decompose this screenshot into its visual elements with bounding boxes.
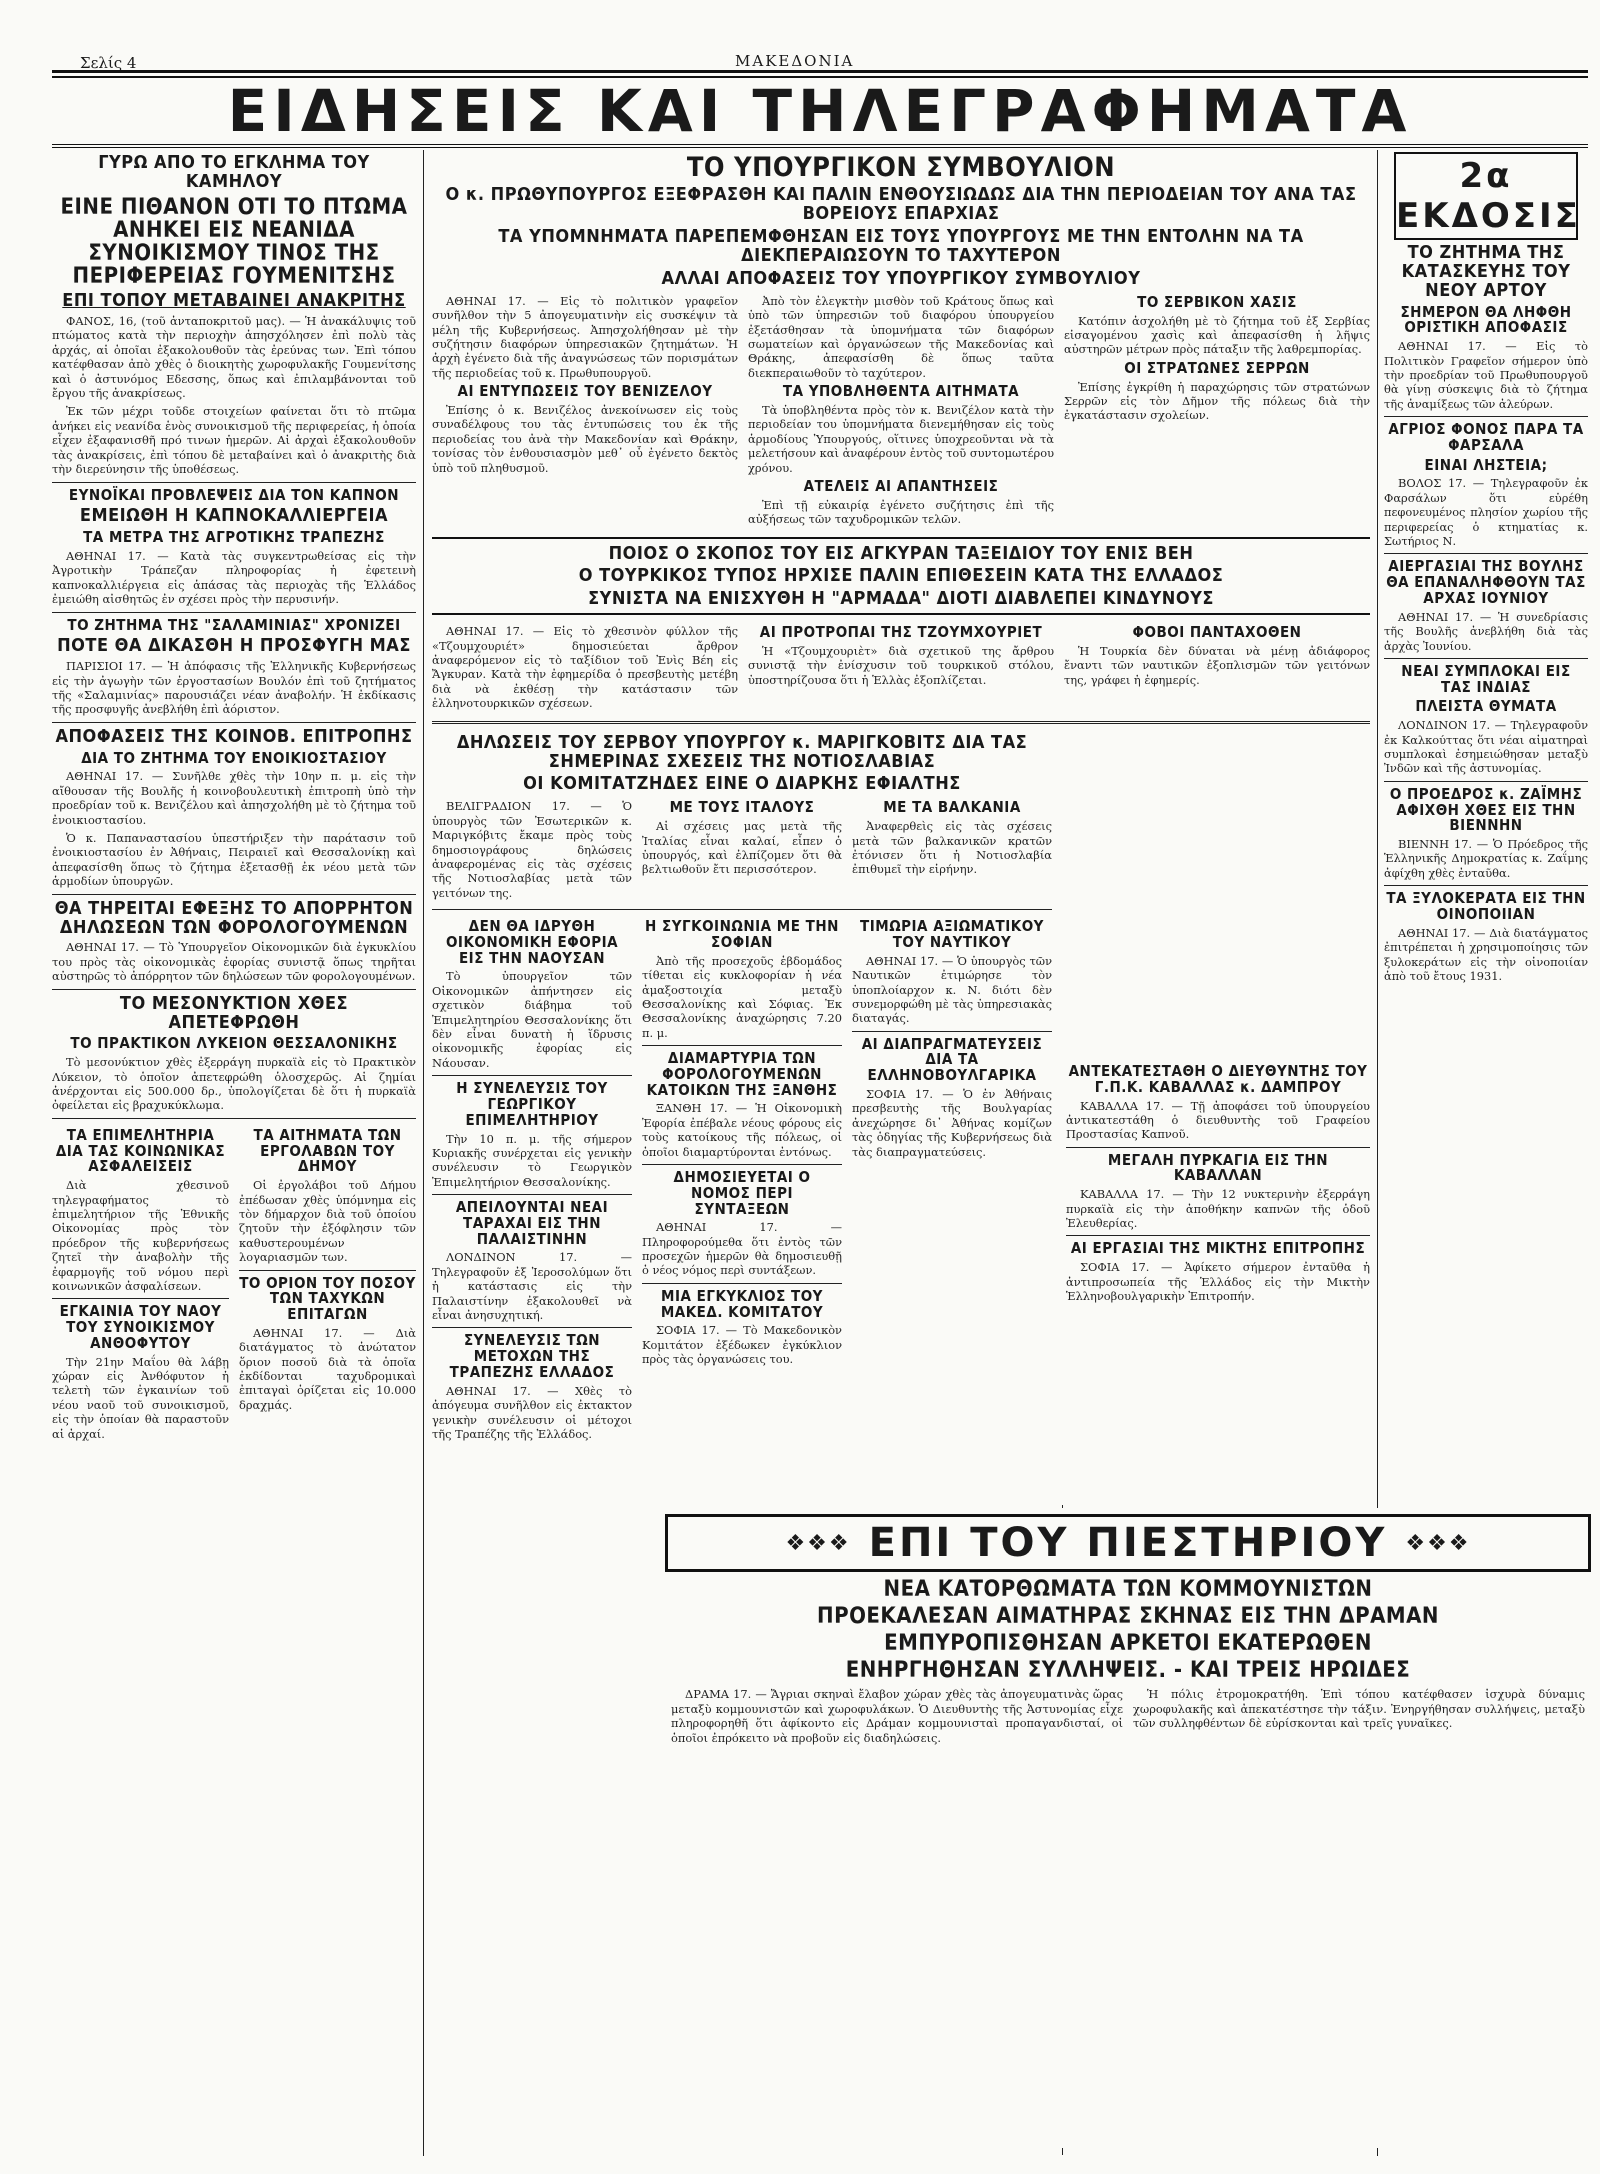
headline: ΝΕΑ ΚΑΤΟΡΘΩΜΑΤΑ ΤΩΝ ΚΟΜΜΟΥΝΙΣΤΩΝ	[883, 1577, 1373, 1602]
section-heading: ΑΙ ΕΝΤΥΠΩΣΕΙΣ ΤΟΥ ΒΕΝΙΖΕΛΟΥ	[457, 382, 713, 401]
headline: ΤΟ ΜΕΣΟΝΥΚΤΙΟΝ ΧΘΕΣ ΑΠΕΤΕΦΡΩΘΗ	[119, 992, 349, 1033]
headline: ΔΕΝ ΘΑ ΙΔΡΥΘΗ ΟΙΚΟΝΟΜΙΚΗ ΕΦΟΡΙΑ ΕΙΣ ΤΗΝ ΝΑΟΥΣΑΝ	[445, 917, 619, 967]
article-text: Τὴν 10 π. μ. τῆς σήμερον Κυριακῆς συνέρχεται εἰς γενικὴν συνέλευσιν τὸ Γεωργικὸν Ἐπιμελητήριον Θεσσαλονίκης.	[432, 1131, 632, 1189]
article-text: Ἡ Τουρκία δὲν δύναται νὰ μένῃ ἀδιάφορος ἔναντι τῶν ναυτικῶν ἐξοπλισμῶν τῶν γειτόνων της, γράφει ἡ ἐφημερίς.	[1064, 644, 1370, 687]
headline: ΜΕΓΑΛΗ ΠΥΡΚΑΓΙΑ ΕΙΣ ΤΗΝ ΚΑΒΑΛΛΑΝ	[1107, 1150, 1329, 1185]
divider	[52, 894, 416, 895]
article-text: ΣΟΦΙΑ 17. — Τὸ Μακεδονικὸν Κομιτάτον ἐξέδωκεν ἐγκύκλιον πρὸς τὰς ὀργανώσεις του.	[642, 1323, 842, 1367]
headline: ΣΥΝΙΣΤΑ ΝΑ ΕΝΙΣΧΥΘΗ Η "ΑΡΜΑΔΑ" ΔΙΟΤΙ ΔΙΑΒΛΕΠΕΙ ΚΙΝΔΥΝΟΥΣ	[588, 588, 1214, 610]
headline: ΠΟΤΕ ΘΑ ΔΙΚΑΣΘΗ Η ΠΡΟΣΦΥΓΗ ΜΑΣ	[57, 635, 411, 657]
headline: ΕΓΚΑΙΝΙΑ ΤΟΥ ΝΑΟΥ ΤΟΥ ΣΥΝΟΙΚΙΣΜΟΥ ΑΝΘΟΦΥΤΟΥ	[59, 1302, 222, 1352]
article-text: Ἀπὸ τῆς προσεχοῦς ἑβδομάδος τίθεται εἰς κυκλοφορίαν ἡ νέα ἀμαξοστοιχία μεταξὺ Θεσσαλονίκης καὶ Σόφιας. Ἐκ Θεσσαλονίκης ἀναχώρησις 7.20 π. μ.	[642, 953, 842, 1040]
column-rule	[423, 150, 424, 2156]
headline: ΤΑ ΥΠΟΜΝΗΜΑΤΑ ΠΑΡΕΠΕΜΦΘΗΣΑΝ ΕΙΣ ΤΟΥΣ ΥΠΟΥΡΓΟΥΣ ΜΕ ΤΗΝ ΕΝΤΟΛΗΝ ΝΑ ΤΑ ΔΙΕΚΠΕΡΑΙΩΣΟΥΝ ΤΟ ΤΑΧΥΤΕΡΟΝ	[498, 226, 1304, 267]
press-box	[665, 1514, 1591, 1572]
divider	[432, 721, 1370, 724]
headline: ΠΡΟΕΚΑΛΕΣΑΝ ΑΙΜΑΤΗΡΑΣ ΣΚΗΝΑΣ ΕΙΣ ΤΗΝ ΔΡΑΜΑΝ	[817, 1604, 1439, 1630]
headline: ΑΝΤΕΚΑΤΕΣΤΑΘΗ Ο ΔΙΕΥΘΥΝΤΗΣ ΤΟΥ Γ.Π.Κ. ΚΑΒΑΛΛΑΣ κ. ΔΑΜΠΡΟΥ	[1068, 1062, 1368, 1096]
article-text: ΑΘΗΝΑΙ 17. — Διὰ διατάγματος τὸ ἀνώτατον ὅριον ποσοῦ διὰ τὰ ὁποῖα ἐκδίδονται ταχυδρομικαὶ ἐπιταγαὶ ὁρίζεται εἰς 10.000 δραχμάς.	[239, 1325, 416, 1412]
article-text: ΑΘΗΝΑΙ 17. — Εἰς τὸ πολιτικὸν γραφεῖον συνῆλθον τὴν 5 ἀπογευματινὴν εἰς συσκέψιν τὰ μέλη τῆς Κυβερνήσεως. Ἀπησχολήθησαν μὲ τὴν συζήτησιν διαφόρων ὑπηρεσιακῶν ζητημάτων. Ἡ ἀρχὴ ἐγένετο διὰ τῆς ἀναγνώσεως τῶν πορισμάτων τῆς περιοδείας τοῦ κ. Πρωθυπουργοῦ.	[432, 293, 738, 380]
headline: ΑΙ ΔΙΑΠΡΑΓΜΑΤΕΥΣΕΙΣ ΔΙΑ ΤΑ ΕΛΛΗΝΟΒΟΥΛΓΑΡΙΚΑ	[861, 1034, 1043, 1085]
headline-bar	[432, 537, 1370, 616]
headline: Η ΣΥΓΚΟΙΝΩΝΙΑ ΜΕ ΤΗΝ ΣΟΦΙΑΝ	[645, 917, 839, 951]
headline: Ο ΠΡΟΕΔΡΟΣ κ. ΖΑΪΜΗΣ ΑΦΙΧΘΗ ΧΘΕΣ ΕΙΣ ΤΗΝ ΒΙΕΝΝΗΝ	[1389, 784, 1583, 835]
headline: ΘΑ ΤΗΡΕΙΤΑΙ ΕΦΕΞΗΣ ΤΟ ΑΠΟΡΡΗΤΟΝ ΔΗΛΩΣΕΩΝ ΤΩΝ ΦΟΡΟΛΟΓΟΥΜΕΝΩΝ	[54, 897, 414, 938]
article-text: ΔΡΑΜΑ 17. — Ἄγριαι σκηναὶ ἔλαβον χώραν χθὲς τὰς ἀπογευματινὰς ὥρας μεταξὺ κομμουνιστῶν καὶ χωροφυλάκων. Ὁ Διευθυντὴς τῆς Ἀστυνομίας εἶχε πληροφορηθῆ ὅτι ἀφίκοντο εἰς Δράμαν κομμουνισταὶ προπαγανδισταί, οἱ ὁποῖοι ἐπρόκειτο νὰ προβοῦν εἰς διαδηλώσεις.	[671, 1687, 1123, 1745]
headline: ΜΙΑ ΕΓΚΥΚΛΙΟΣ ΤΟΥ ΜΑΚΕΔ. ΚΟΜΙΤΑΤΟΥ	[660, 1286, 824, 1321]
section-heading: ΜΕ ΤΟΥΣ ΙΤΑΛΟΥΣ	[669, 798, 815, 817]
article-body	[432, 291, 1370, 531]
edition-badge: 2α ΕΚΔΟΣΙΣ	[1394, 152, 1578, 240]
article-text: ΑΘΗΝΑΙ 17. — Διὰ διατάγματος ἐπιτρέπεται ἡ χρησιμοποίησις τῶν ξυλοκεράτων εἰς τὴν οἰνοποιίαν ἀπὸ τοῦ ἔτους 1931.	[1384, 925, 1588, 984]
headline: ΠΟΙΟΣ Ο ΣΚΟΠΟΣ ΤΟΥ ΕΙΣ ΑΓΚΥΡΑΝ ΤΑΞΕΙΔΙΟΥ ΤΟΥ ΕΝΙΣ ΒΕΗ	[608, 542, 1194, 564]
divider	[432, 909, 1052, 910]
article-text: ΑΘΗΝΑΙ 17. — Χθὲς τὸ ἀπόγευμα συνῆλθον εἰς ἐκτακτον γενικὴν συνέλευσιν οἱ μέτοχοι τῆς Τραπέζης τῆς Ἑλλάδος.	[432, 1383, 632, 1441]
right-column	[1384, 150, 1588, 1494]
subheadline: ΤΑ ΜΕΤΡΑ ΤΗΣ ΑΓΡΟΤΙΚΗΣ ΤΡΑΠΕΖΗΣ	[83, 528, 385, 547]
article-text: Οἱ ἐργολάβοι τοῦ Δήμου ἐπέδωσαν χθὲς ὑπόμνημα εἰς τὸν δήμαρχον διὰ τοῦ ὁποίου ζητοῦν τὴν ἐξόφλησιν τῶν καθυστερουμένων λογαριασμῶν των.	[239, 1178, 416, 1265]
headline: ΝΕΑΙ ΣΥΜΠΛΟΚΑΙ ΕΙΣ ΤΑΣ ΙΝΔΙΑΣ	[1401, 661, 1571, 696]
headline: ΑΠΟΦΑΣΕΙΣ ΤΗΣ ΚΟΙΝΟΒ. ΕΠΙΤΡΟΠΗΣ	[55, 725, 413, 747]
subheadline: ΠΛΕΙΣΤΑ ΘΥΜΑΤΑ	[1415, 697, 1557, 716]
left-column	[52, 150, 416, 2156]
section-heading: ΑΤΕΛΕΙΣ ΑΙ ΑΠΑΝΤΗΣΕΙΣ	[803, 477, 999, 496]
article-text: ΣΟΦΙΑ 17. — Ὁ ἐν Ἀθήναις πρεσβευτὴς τῆς Βουλγαρίας ἀνεχώρησε δι᾽ Ἀθήνας κομίζων τὰς ὁδηγίας τῆς Κυβερνήσεως διὰ τὰς διαπραγματεύσεις.	[852, 1086, 1052, 1159]
article-text: Τὸ μεσονύκτιον χθὲς ἐξερράγη πυρκαϊὰ εἰς τὸ Πρακτικὸν Λύκειον, τὸ ὁποῖον ἀπετεφρώθη ὁλοσχερῶς. Αἱ ζημίαι ἀνέρχονται εἰς 500.000 δρ., ὑπολογίζεται δὲ ὅτι ἡ πυρκαϊὰ ὀφείλεται εἰς βραχυκύκλωμα.	[52, 1055, 416, 1113]
subheadline: ΔΙΑ ΤΟ ΖΗΤΗΜΑ ΤΟΥ ΕΝΟΙΚΙΟΣΤΑΣΙΟΥ	[81, 748, 387, 767]
article-text: Ἐπὶ τῇ εὐκαιρίᾳ ἐγένετο συζήτησις ἐπὶ τῆς αὐξήσεως τῶν ταχυδρομικῶν τελῶν.	[748, 497, 1054, 527]
divider	[1066, 1147, 1370, 1148]
section-heading: ΦΟΒΟΙ ΠΑΝΤΑΧΟΘΕΝ	[1132, 623, 1302, 642]
subheadline: ΕΙΝΑΙ ΛΗΣΤΕΙΑ;	[1424, 455, 1548, 474]
divider	[52, 482, 416, 483]
divider	[1066, 1235, 1370, 1236]
headline: ΤΑ ΕΠΙΜΕΛΗΤΗΡΙΑ ΔΙΑ ΤΑΣ ΚΟΙΝΩΝΙΚΑΣ ΑΣΦΑΛΕΙΣΕΙΣ	[55, 1125, 226, 1176]
headline: ΑΓΡΙΟΣ ΦΟΝΟΣ ΠΑΡΑ ΤΑ ΦΑΡΣΑΛΑ	[1388, 420, 1584, 454]
article-text: ΚΑΒΑΛΛΑ 17. — Τὴν 12 νυκτερινὴν ἐξερράγη πυρκαϊὰ εἰς τὴν ἀποθήκην καπνῶν τῆς ὁδοῦ Ἐλευθερίας.	[1066, 1187, 1370, 1231]
article-text: Ἀναφερθεὶς εἰς τὰς σχέσεις μετὰ τῶν βαλκανικῶν κρατῶν ἐτόνισεν ὅτι ἡ Νοτιοσλαβία ἐπιθυμεῖ τὴν εἰρήνην.	[852, 819, 1052, 877]
article-text: Ἀπὸ τὸν ἐλεγκτὴν μισθὸν τοῦ Κράτους ὅπως καὶ ὑπὸ τῶν ὑπηρεσιῶν τοῦ διαφόρου ὑπουργείου ἐξετάσθησαν τὰ ὑπομνήματα τῶν διαφόρων σωματείων καὶ ὀργανώσεων τῆς Μακεδονίας καὶ Θράκης, ἀπεφασίσθη δὲ ὅπως ταῦτα διεκπεραιωθοῦν τὸ ταχύτερον.	[748, 293, 1054, 380]
headline: ΣΥΝΕΛΕΥΣΙΣ ΤΩΝ ΜΕΤΟΧΩΝ ΤΗΣ ΤΡΑΠΕΖΗΣ ΕΛΛΑΔΟΣ	[449, 1331, 615, 1381]
banner-title: ΕΙΔΗΣΕΙΣ ΚΑΙ ΤΗΛΕΓΡΑΦΗΜΑΤΑ	[227, 77, 1413, 145]
divider	[432, 1075, 632, 1076]
article-text: ΦΑΝΟΣ, 16, (τοῦ ἀνταποκριτοῦ μας). — Ἡ ἀνακάλυψις τοῦ πτώματος κατὰ τὴν περιοχὴν ἀπησχόλησεν ἐπὶ πολὺ τὰς ἀρχάς, αἱ ὁποῖαι ἐξακολουθοῦν τὰς ἐρεύνας των. Ἐπὶ τόπου κατέφθασαν ἀπὸ χθὲς ὁ διοικητὴς χωροφυλακῆς Γουμενίτσης καὶ ὁ ἀστυνόμος Εδεσσης, ὅπως καὶ ἐπιλαμβάνονται τοῦ ἔργου τῆς ἀνακρίσεως.	[52, 314, 416, 401]
article-text: ΒΕΛΙΓΡΑΔΙΟΝ 17. — Ὁ ὑπουργὸς τῶν Ἐσωτερικῶν κ. Μαριγκόβιτς ἔκαμε πρὸς τοὺς δημοσιογράφους δηλώσεις ἀναφερομένας εἰς τὰς σχέσεις τῆς Νοτιοσλαβίας μετὰ τῶν γειτόνων της.	[432, 799, 632, 900]
article-text: ΛΟΝΔΙΝΟΝ 17. — Τηλεγραφοῦν ἐξ Ἱεροσολύμων ὅτι ἡ κατάστασις εἰς τὴν Παλαιστίνην ἐξακολουθεῖ νὰ εἶναι ἀνησυχητική.	[432, 1250, 632, 1323]
ornament-icon: ❖❖❖	[1405, 1530, 1471, 1556]
late-news-box	[665, 1508, 1591, 2148]
subheadline: ΤΟ ΠΡΑΚΤΙΚΟΝ ΛΥΚΕΙΟΝ ΘΕΣΣΑΛΟΝΙΚΗΣ	[70, 1034, 398, 1053]
article-text: ΑΘΗΝΑΙ 17. — Συνῆλθε χθὲς τὴν 10ην π. μ. εἰς τὴν αἴθουσαν τῆς Βουλῆς ἡ κοινοβουλευτικὴ ἐπιτροπὴ ὑπὸ τὴν προεδρίαν τοῦ κ. Βενιζέλου καὶ ἀπησχολήθη μὲ τὸ ζήτημα τοῦ ἐνοικιοστασίου.	[52, 769, 416, 827]
divider	[852, 1031, 1052, 1032]
subheadline: ΕΠΙ ΤΟΠΟΥ ΜΕΤΑΒΑΙΝΕΙ ΑΝΑΚΡΙΤΗΣ	[62, 290, 406, 312]
article-text: Τὴν 21ην Μαΐου θὰ λάβῃ χώραν εἰς Ἀνθόφυτον ἡ τελετὴ τῶν ἐγκαινίων τοῦ νέου ναοῦ τοῦ συνοικισμοῦ, εἰς τὴν ὁποίαν θὰ παραστοῦν αἱ ἀρχαί.	[52, 1354, 229, 1441]
article-text: ΑΘΗΝΑΙ 17. — Κατὰ τὰς συγκεντρωθείσας εἰς τὴν Ἀγροτικὴν Τράπεζαν πληροφορίας ἡ ἐφετεινὴ καπνοκαλλιέργεια εἰς ἁπάσας τὰς περιοχὰς τῆς Ἑλλάδος ἐμειώθη αἰσθητῶς ἐν σχέσει πρὸς τὴν περυσινήν.	[52, 548, 416, 607]
headline: ΕΙΝΕ ΠΙΘΑΝΟΝ ΟΤΙ ΤΟ ΠΤΩΜΑ ΑΝΗΚΕΙ ΕΙΣ ΝΕΑΝΙΔΑ ΣΥΝΟΙΚΙΣΜΟΥ ΤΙΝΟΣ ΤΗΣ ΠΕΡΙΦΕΡΕΙΑΣ ΓΟΥΜΕΝΙΤΣΗΣ	[60, 194, 408, 290]
article-text: Ἡ πόλις ἐτρομοκρατήθη. Ἐπὶ τόπου κατέφθασεν ἰσχυρὰ δύναμις χωροφυλακῆς καὶ ἀπεκατέστησε τὴν τάξιν. Ἐνηργήθησαν συλλήψεις, μεταξὺ τῶν συλληφθέντων δὲ εὑρίσκονται καὶ τρεῖς γυναῖκες.	[1133, 1687, 1585, 1731]
article-text: Ἡ «Τζουμχουριὲτ» διὰ σχετικοῦ της ἄρθρου συνιστᾷ τὴν ἐνίσχυσιν τοῦ τουρκικοῦ στόλου, ὑποστηρίζουσα ὅτι ἡ Ἑλλὰς ἐξοπλίζεται.	[748, 644, 1054, 687]
divider	[432, 1327, 632, 1328]
headline: ΤΑ ΑΙΤΗΜΑΤΑ ΤΩΝ ΕΡΓΟΛΑΒΩΝ ΤΟΥ ΔΗΜΟΥ	[253, 1125, 402, 1176]
subheadline: ΣΗΜΕΡΟΝ ΘΑ ΛΗΦΘΗ ΟΡΙΣΤΙΚΗ ΑΠΟΦΑΣΙΣ	[1400, 302, 1572, 337]
paper-name: ΜΑΚΕΔΟΝΙΑ	[735, 52, 855, 70]
article-text: ΒΙΕΝΝΗ 17. — Ὁ Πρόεδρος τῆς Ἑλληνικῆς Δημοκρατίας κ. Ζαΐμης ἀφίχθη χθὲς ἐνταῦθα.	[1384, 837, 1588, 880]
divider	[642, 1045, 842, 1046]
headline: ΤΟ ΖΗΤΗΜΑ ΤΗΣ "ΣΑΛΑΜΙΝΙΑΣ" ΧΡΟΝΙΖΕΙ	[67, 615, 401, 634]
divider	[52, 1118, 416, 1119]
headline: ΕΜΠΥΡΟΠΙΣΘΗΣΑΝ ΑΡΚΕΤΟΙ ΕΚΑΤΕΡΩΘΕΝ	[884, 1631, 1372, 1657]
article-text: ΑΘΗΝΑΙ 17. — Ἡ συνεδρίασις τῆς Βουλῆς ἀνεβλήθη διὰ τὰς ἀρχὰς Ἰουνίου.	[1384, 609, 1588, 653]
headline: ΔΗΛΩΣΕΙΣ ΤΟΥ ΣΕΡΒΟΥ ΥΠΟΥΡΓΟΥ κ. ΜΑΡΙΓΚΟΒΙΤΣ ΔΙΑ ΤΑΣ ΣΗΜΕΡΙΝΑΣ ΣΧΕΣΕΙΣ ΤΗΣ ΝΟΤΙΟΣΛΑΒΙΑΣ	[456, 731, 1028, 772]
headline: ΕΝΗΡΓΗΘΗΣΑΝ ΣΥΛΛΗΨΕΙΣ. - ΚΑΙ ΤΡΕΙΣ ΗΡΩΙΔΕΣ	[845, 1658, 1411, 1684]
divider	[1384, 416, 1588, 417]
article-text: Τὸ ὑπουργεῖον τῶν Οἰκονομικῶν ἀπήντησεν εἰς σχετικὸν διάβημα τοῦ Ἐπιμελητηρίου Θεσσαλονίκης ὅτι δὲν εἶναι δυνατὴ ἡ ἵδρυσις οἰκονομικῆς ἐφορίας εἰς Νάουσαν.	[432, 969, 632, 1070]
headline: ΕΜΕΙΩΘΗ Η ΚΑΠΝΟΚΑΛΛΙΕΡΓΕΙΑ	[79, 505, 389, 527]
headline: ΔΗΜΟΣΙΕΥΕΤΑΙ Ο ΝΟΜΟΣ ΠΕΡΙ ΣΥΝΤΑΞΕΩΝ	[673, 1168, 811, 1218]
article-body	[665, 1684, 1591, 1749]
headline: ΓΥΡΩ ΑΠΟ ΤΟ ΕΓΚΛΗΜΑ ΤΟΥ ΚΑΜΗΛΟΥ	[98, 152, 370, 192]
headline: ΤΙΜΩΡΙΑ ΑΞΙΩΜΑΤΙΚΟΥ ΤΟΥ ΝΑΥΤΙΚΟΥ	[860, 917, 1044, 951]
divider	[1384, 781, 1588, 782]
regional-column	[1066, 1060, 1370, 1500]
article-text: Ἐπίσης ἐγκρίθη ἡ παραχώρησις τῶν στρατώνων Σερρῶν εἰς τὸν Δῆμον τῆς πόλεως διὰ τὴν ἐγκατάστασιν σχολείων.	[1064, 379, 1370, 423]
headline: ΤΟ ΟΡΙΟΝ ΤΟΥ ΠΟΣΟΥ ΤΩΝ ΤΑΧΥΚΩΝ ΕΠΙΤΑΓΩΝ	[239, 1273, 416, 1324]
article-text: Κατόπιν ἀσχολήθη μὲ τὸ ζήτημα τοῦ ἐξ Σερβίας εἰσαγομένου χασὶς καὶ ἀπεφασίσθη ἡ λῆψις αὐστηρῶν μέτρων πρὸς πάταξιν τῆς λαθρεμπορίας.	[1064, 313, 1370, 357]
article-text: ΑΘΗΝΑΙ 17. — Πληροφορούμεθα ὅτι ἐντὸς τῶν προσεχῶν ἡμερῶν θὰ δημοσιευθῇ ὁ νέος νόμος περὶ συντάξεων.	[642, 1220, 842, 1278]
headline: Ο κ. ΠΡΩΘΥΠΟΥΡΓΟΣ ΕΞΕΦΡΑΣΘΗ ΚΑΙ ΠΑΛΙΝ ΕΝΘΟΥΣΙΩΔΩΣ ΔΙΑ ΤΗΝ ΠΕΡΙΟΔΕΙΑΝ ΤΟΥ ΑΝΑ ΤΑΣ ΒΟΡΕΙΟΥΣ ΕΠΑΡΧΙΑΣ	[445, 184, 1357, 225]
article-text: ΠΑΡΙΣΙΟΙ 17. — Ἡ ἀπόφασις τῆς Ἑλληνικῆς Κυβερνήσεως εἰς τὴν ἀγωγὴν τῶν ἐργοστασίων Βουλόν ἐπὶ τοῦ ζητήματος τῆς «Σαλαμινίας» παρουσιάζει νέαν ἀναβολήν. Ἡ ἐκδίκασις τῆς προσφυγῆς ἀνεβλήθη ἐπὶ ἀόριστον.	[52, 659, 416, 717]
top-rule	[52, 70, 1588, 73]
divider	[1384, 885, 1588, 886]
section-heading: ΤΟ ΣΕΡΒΙΚΟΝ ΧΑΣΙΣ	[1137, 292, 1297, 311]
article-text: Ἐκ τῶν μέχρι τοῦδε στοιχείων φαίνεται ὅτι τὸ πτῶμα ἀνήκει εἰς νεανίδα ἑνὸς συνοικισμοῦ τῆς περιφερείας, ἡ ὁποία εἶχεν ἐξαφανισθῆ πρό τινων ἡμερῶν. Αἱ ἀρχαὶ ἐξακολουθοῦν τὰς ἀνακρίσεις, ἐπὶ τόπου δὲ μεταβαίνει καὶ ὁ ἀνακριτὴς διὰ τὴν διερεύνησιν τῆς ὑποθέσεως.	[52, 404, 416, 477]
subheadline: ΑΛΛΑΙ ΑΠΟΦΑΣΕΙΣ ΤΟΥ ΥΠΟΥΡΓΙΚΟΥ ΣΥΜΒΟΥΛΙΟΥ	[661, 267, 1141, 289]
section-heading: ΑΙ ΠΡΟΤΡΟΠΑΙ ΤΗΣ ΤΖΟΥΜΧΟΥΡΙΕΤ	[759, 623, 1043, 642]
divider	[52, 612, 416, 613]
article-text: Ὁ κ. Παπαναστασίου ὑπεστήριξεν τὴν παράτασιν τοῦ ἐνοικιοστασίου ἐν Ἀθήναις, Πειραιεῖ καὶ Θεσσαλονίκῃ καὶ ἀπεφασίσθη ὅπως τὸ ζήτημα ἐξετασθῇ ἐκ νέου μετὰ τῶν ἁρμοδίων ὑπουργῶν.	[52, 831, 416, 889]
headline: ΤΟ ΖΗΤΗΜΑ ΤΗΣ ΚΑΤΑΣΚΕΥΗΣ ΤΟΥ ΝΕΟΥ ΑΡΤΟΥ	[1401, 242, 1571, 301]
section-heading: ΤΑ ΥΠΟΒΛΗΘΕΝΤΑ ΑΙΤΗΜΑΤΑ	[782, 382, 1020, 401]
article-text: Τὰ ὑποβληθέντα πρὸς τὸν κ. Βενιζέλον κατὰ τὴν περιοδείαν του ὑπομνήματα διενεμήθησαν εἰς τοὺς ἁρμοδίους Ὑπουργούς, οἵτινες ὑποχρεοῦνται νὰ τὰ μελετήσουν καὶ ἀναφέρουν ἐντὸς τοῦ συντομωτέρου χρόνου.	[748, 402, 1054, 475]
briefs	[432, 915, 1052, 1445]
headline: ΑΠΕΙΛΟΥΝΤΑΙ ΝΕΑΙ ΤΑΡΑΧΑΙ ΕΙΣ ΤΗΝ ΠΑΛΑΙΣΤΙΝΗΝ	[455, 1198, 609, 1248]
article-text: ΣΟΦΙΑ 17. — Ἀφίκετο σήμερον ἐνταῦθα ἡ ἀντιπροσωπεία τῆς Ἑλλάδος εἰς τὴν Μικτὴν Ἑλληνοβουλγαρικὴν Ἐπιτροπήν.	[1066, 1260, 1370, 1303]
divider	[1384, 553, 1588, 554]
divider	[239, 1270, 416, 1271]
headline: ΑΙ ΕΡΓΑΣΙΑΙ ΤΗΣ ΜΙΚΤΗΣ ΕΠΙΤΡΟΠΗΣ	[1070, 1239, 1366, 1258]
press-box-title: ΕΠΙ ΤΟΥ ΠΙΕΣΤΗΡΙΟΥ	[868, 1520, 1388, 1566]
article-text: ΑΘΗΝΑΙ 17. — Εἰς τὸ χθεσινὸν φύλλον τῆς «Τζουμχουριέτ» δημοσιεύεται ἄρθρον ἀναφερόμενον εἰς τὸ ταξίδιον τοῦ Ἐνὶς Βέη εἰς Ἄγκυραν. Κατὰ τὴν ἐφημερίδα ὁ πρεσβευτὴς μετέβη διὰ νὰ ἐκθέσῃ τὴν κατάστασιν τῶν ἑλληνοτουρκικῶν σχέσεων.	[432, 624, 738, 711]
headline: ΔΙΑΜΑΡΤΥΡΙΑ ΤΩΝ ΦΟΡΟΛΟΓΟΥΜΕΝΩΝ ΚΑΤΟΙΚΩΝ ΤΗΣ ΞΑΝΘΗΣ	[646, 1049, 838, 1099]
article-text: ΑΘΗΝΑΙ 17. — Τὸ Ὑπουργεῖον Οἰκονομικῶν διὰ ἐγκυκλίου του πρὸς τὰς οἰκονομικὰς ἐφορίας συνιστᾷ ὅπως τηρῆται αὐστηρῶς τὸ ἀπόρρητον τῶν δηλώσεων τῶν φορολογουμένων.	[52, 940, 416, 984]
headline: Ο ΤΟΥΡΚΙΚΟΣ ΤΥΠΟΣ ΗΡΧΙΣΕ ΠΑΛΙΝ ΕΠΙΘΕΣΕΙΝ ΚΑΤΑ ΤΗΣ ΕΛΛΑΔΟΣ	[578, 565, 1224, 587]
divider	[52, 722, 416, 723]
article-text: Ἐπίσης ὁ κ. Βενιζέλος ἀνεκοίνωσεν εἰς τοὺς συναδέλφους του τὰς ἐντυπώσεις του ἐκ τῆς περιοδείας του ἀνὰ τὴν Μακεδονίαν καὶ Θράκην, τονίσας τὸν ἐνθουσιασμὸν μεθ᾽ οὗ ἐγένετο δεκτὸς ὑπὸ τοῦ πληθυσμοῦ.	[432, 402, 738, 475]
headline: ΤΑ ΞΥΛΟΚΕΡΑΤΑ ΕΙΣ ΤΗΝ ΟΙΝΟΠΟΙΙΑΝ	[1386, 889, 1586, 924]
section-heading: ΜΕ ΤΑ ΒΑΛΚΑΝΙΑ	[883, 798, 1021, 817]
headline: ΑΙΕΡΓΑΣΙΑΙ ΤΗΣ ΒΟΥΛΗΣ ΘΑ ΕΠΑΝΑΛΗΦΘΟΥΝ ΤΑΣ ΑΡΧΑΣ ΙΟΥΝΙΟΥ	[1386, 557, 1586, 607]
ornament-icon: ❖❖❖	[785, 1530, 851, 1556]
article-text: Διὰ χθεσινοῦ τηλεγραφήματος τὸ ἐπιμελητήριον τῆς Ἐθνικῆς Οἰκονομίας πρὸς τὸν πρόεδρον τῆς κυβερνήσεως ζητεῖ τὴν ἀναβολὴν τῆς ἐφαρμογῆς τοῦ νόμου περὶ κοινωνικῶν ἀσφαλίσεων.	[52, 1178, 229, 1293]
page-number: Σελίς 4	[80, 54, 137, 72]
divider	[52, 1298, 229, 1299]
article-text: ΞΑΝΘΗ 17. — Ἡ Οἰκονομικὴ Ἐφορία ἐπέβαλε νέους φόρους εἰς τοὺς κατοίκους τῆς πόλεως, οἱ ὁποῖοι διαμαρτύρονται ἐντόνως.	[642, 1101, 842, 1159]
article-text: ΚΑΒΑΛΛΑ 17. — Τῇ ἀποφάσει τοῦ ὑπουργείου ἀντικατεστάθη ὁ διευθυντὴς τοῦ Γραφείου Προστασίας Καπνοῦ.	[1066, 1098, 1370, 1142]
divider	[1384, 658, 1588, 659]
headline: ΕΥΝΟΪΚΑΙ ΠΡΟΒΛΕΨΕΙΣ ΔΙΑ ΤΟΝ ΚΑΠΝΟΝ	[68, 485, 400, 504]
article-body	[432, 796, 1052, 904]
divider	[52, 989, 416, 990]
headline: ΤΟ ΥΠΟΥΡΓΙΚΟΝ ΣΥΜΒΟΥΛΙΟΝ	[686, 152, 1116, 183]
front-banner	[52, 76, 1588, 148]
divider	[642, 1283, 842, 1284]
two-column-block	[52, 1124, 416, 1445]
article-body	[432, 621, 1370, 714]
section-heading: ΟΙ ΣΤΡΑΤΩΝΕΣ ΣΕΡΡΩΝ	[1124, 358, 1310, 377]
divider	[432, 1194, 632, 1195]
headline: ΟΙ ΚΟΜΙΤΑΤΖΗΔΕΣ ΕΙΝΕ Ο ΔΙΑΡΚΗΣ ΕΦΙΑΛΤΗΣ	[523, 773, 961, 795]
article-text: Αἱ σχέσεις μας μετὰ τῆς Ἰταλίας εἶναι καλαί, εἶπεν ὁ ὑπουργός, καὶ ἐλπίζομεν ὅτι θὰ βελτιωθοῦν ἔτι περισσότερον.	[642, 819, 842, 877]
article-text: ΑΘΗΝΑΙ 17. — Εἰς τὸ Πολιτικὸν Γραφεῖον σήμερον ὑπὸ τὴν προεδρίαν τοῦ Πρωθυπουργοῦ θὰ γίνῃ σύσκεψις διὰ τὸ ζήτημα τῆς ἀναμίξεως τῶν ἀλεύρων.	[1384, 339, 1588, 411]
article-text: ΒΟΛΟΣ 17. — Τηλεγραφοῦν ἐκ Φαρσάλων ὅτι εὑρέθη πεφονευμένος πλησίον χωρίου τῆς περιφερείας ὁ κτηματίας κ. Σωτήριος Ν.	[1384, 476, 1588, 549]
headline: Η ΣΥΝΕΛΕΥΣΙΣ ΤΟΥ ΓΕΩΡΓΙΚΟΥ ΕΠΙΜΕΛΗΤΗΡΙΟΥ	[456, 1079, 608, 1129]
divider	[642, 1164, 842, 1165]
article-text: ΛΟΝΔΙΝΟΝ 17. — Τηλεγραφοῦν ἐκ Καλκούττας ὅτι νέαι αἱματηραὶ συμπλοκαὶ ἐσημειώθησαν μεταξὺ Ἰνδῶν καὶ τῆς ἀστυνομίας.	[1384, 718, 1588, 776]
article-text: ΑΘΗΝΑΙ 17. — Ὁ ὑπουργὸς τῶν Ναυτικῶν ἐτιμώρησε τὸν ὑποπλοίαρχον κ. Ν. διότι δὲν συνεμορφώθη μὲ τὰς ὑπηρεσιακὰς διαταγάς.	[852, 953, 1052, 1026]
